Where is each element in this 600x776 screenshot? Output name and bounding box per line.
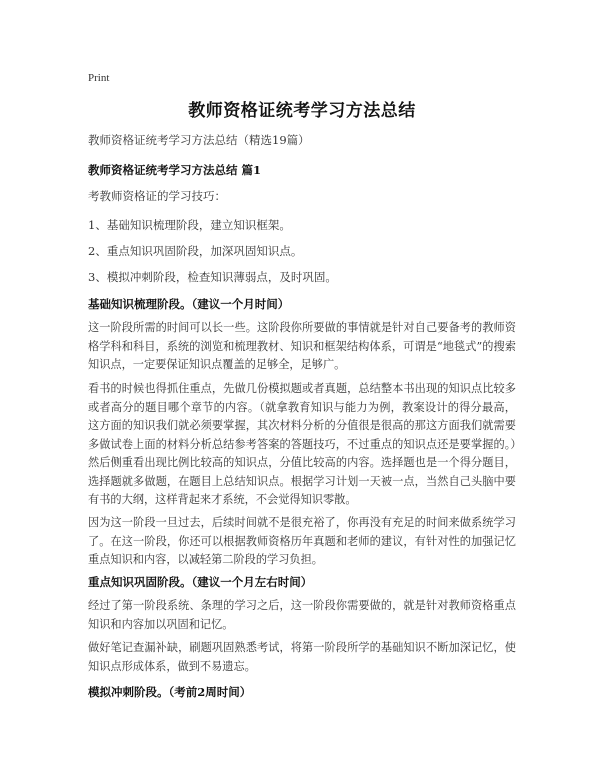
stage1-heading: 基础知识梳理阶段。（建议一个月时间） <box>88 297 290 311</box>
intro-line: 考教师资格证的学习技巧： <box>88 189 226 203</box>
stage2-paragraph-1: 经过了第一阶段系统、条理的学习之后，这一阶段你需要做的，就是针对教师资格重点知识和内容加以巩固和记忆。 <box>88 599 516 631</box>
page-title: 教师资格证统考学习方法总结 <box>188 101 416 121</box>
stage1-paragraph-1: 这一阶段所需的时间可以长一些。这阶段你所要做的事情就是针对自己要备考的教师资格学科和科目，系统的浏览和梳理教材、知识和框架结构体系，可谓是“地毯式”的搜索知识点，一定要保证知识点覆盖的足够全，足够广。 <box>88 321 516 371</box>
document-subtitle: 教师资格证统考学习方法总结（精选19篇） <box>88 133 310 147</box>
step-item-1: 1、基础知识梳理阶段，建立知识框架。 <box>88 218 291 232</box>
step-item-2: 2、重点知识巩固阶段，加深巩固知识点。 <box>88 244 303 258</box>
section-heading-1: 教师资格证统考学习方法总结 篇1 <box>88 163 262 177</box>
stage1-paragraph-3: 因为这一阶段一旦过去，后续时间就不是很充裕了，你再没有充足的时间来做系统学习了。在这一阶段，你还可以根据教师资格历年真题和老师的建议，有针对性的加强记忆重点知识和内容，以减轻第二阶段的学习负担。 <box>88 516 516 566</box>
stage2-heading: 重点知识巩固阶段。（建议一个月左右时间） <box>88 575 313 589</box>
stage3-heading: 模拟冲刺阶段。（考前2周时间） <box>88 685 252 699</box>
stage1-paragraph-2: 看书的时候也得抓住重点，先做几份模拟题或者真题，总结整本书出现的知识点比较多或者高分的题目哪个章节的内容。（就拿教育知识与能力为例，教案设计的得分最高，这方面的知识我们就必须要掌握，其次材料分析的分值很是很高的那这方面我们就需要多做试卷上面的材料分析总结参考答案的答题技巧，不过重点的知识点还是要掌握的。）然后侧重看出现比例比较高的知识点，分值比较高的内容。选择题也是一个得分题目，选择题就多做题，在题目上总结知识点。根据学习计划一天被一点，当然自己头脑中要有书的大纲，这样背起来才系统，不会觉得知识零散。 <box>88 382 516 506</box>
stage2-paragraph-2: 做好笔记查漏补缺，刷题巩固熟悉考试，将第一阶段所学的基础知识不断加深记忆，使知识点形成体系，做到不易遗忘。 <box>88 641 516 673</box>
step-item-3: 3、模拟冲刺阶段，检查知识薄弱点，及时巩固。 <box>88 270 337 284</box>
print-label: Print <box>88 72 110 84</box>
